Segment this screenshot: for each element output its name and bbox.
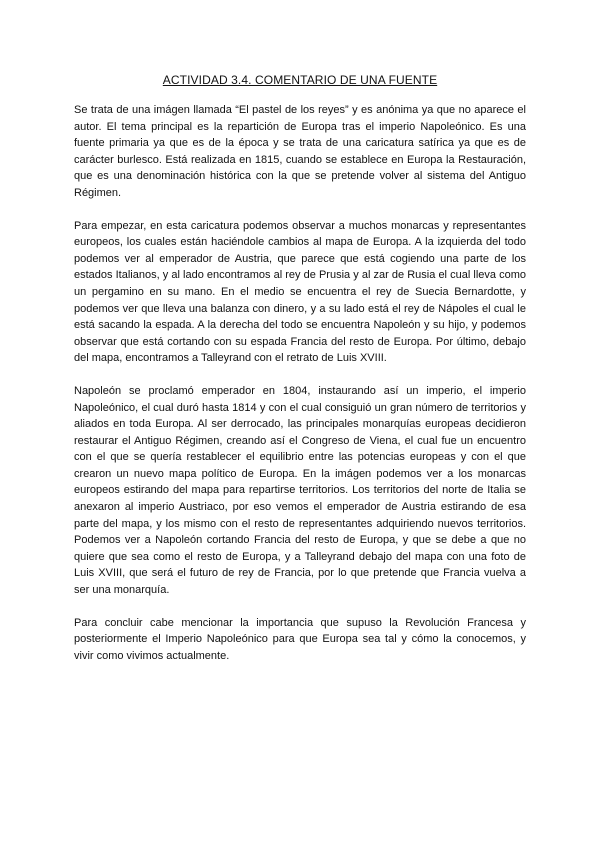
paragraph-introduction: Se trata de una imágen llamada “El pastel de los reyes” y es anónima ya que no aparece el autor. El tema principal es la repartición de Europa tras el imperio Napoleónico. Es una fuente primaria ya que es de la época y se trata de una caricatura satírica ya que es de carácter burlesco. Está realizada en 1815, cuando se establece en Europa la Restauración, que es una denominación histórica con la que se pretende volver al sistema del Antiguo Régimen. <box>74 104 526 199</box>
paragraph-context: Napoleón se proclamó emperador en 1804, instaurando así un imperio, el imperio Napoleónico, el cual duró hasta 1814 y con el cual consiguió un gran número de territorios y aliados en toda Europa. Al ser derrocado, las principales monarquías europeas decidieron restaurar el Antiguo Régimen, creando así el Congreso de Viena, el cual fue un encuentro con el que se quería restablecer el equilibrio entre las potencias europeas y con el que crearon un nuevo mapa político de Europa. En la imágen podemos ver a los monarcas europeos estirando del mapa para repartirse territorios. Los territorios del norte de Italia se anexaron al imperio Austriaco, por eso vemos el emperador de Austria estirando de esa parte del mapa, y los mismo con el resto de representantes adquiriendo nuevos territorios. Podemos ver a Napoleón cortando Francia del resto de Europa, y que se debe a que no quiere que sea como el resto de Europa, y a Talleyrand debajo del mapa con una foto de Luis XVIII, que será el futuro de rey de Francia, por lo que pretende que Francia vuelva a ser una monarquía. <box>74 384 526 597</box>
paragraph-conclusion: Para concluir cabe mencionar la importancia que supuso la Revolución Francesa y posteriormente el Imperio Napoleónico para que Europa sea tal y cómo la conocemos, y vivir como vivimos actualmente. <box>74 616 526 662</box>
document-title: ACTIVIDAD 3.4. COMENTARIO DE UNA FUENTE <box>162 73 438 87</box>
paragraph-description: Para empezar, en esta caricatura podemos observar a muchos monarcas y representantes europeos, los cuales están haciéndole cambios al mapa de Europa. A la izquierda del todo podemos ver al emperador de Austria, que parece que está cogiendo una parte de los estados Italianos, y al lado encontramos al rey de Prusia y al zar de Rusia el cual lleva como un pergamino en su mano. En el medio se encuentra el rey de Suecia Bernardotte, y podemos ver que lleva una balanza con dinero, y a su lado está el rey de Nápoles el cual le está sacando la espada. A la derecha del todo se encuentra Napoleón y su hijo, y podemos observar que está cortando con su espada Francia del resto de Europa. Por último, debajo del mapa, encontramos a Talleyrand con el retrato de Luis XVIII. <box>74 219 526 365</box>
document-body <box>74 102 526 680</box>
